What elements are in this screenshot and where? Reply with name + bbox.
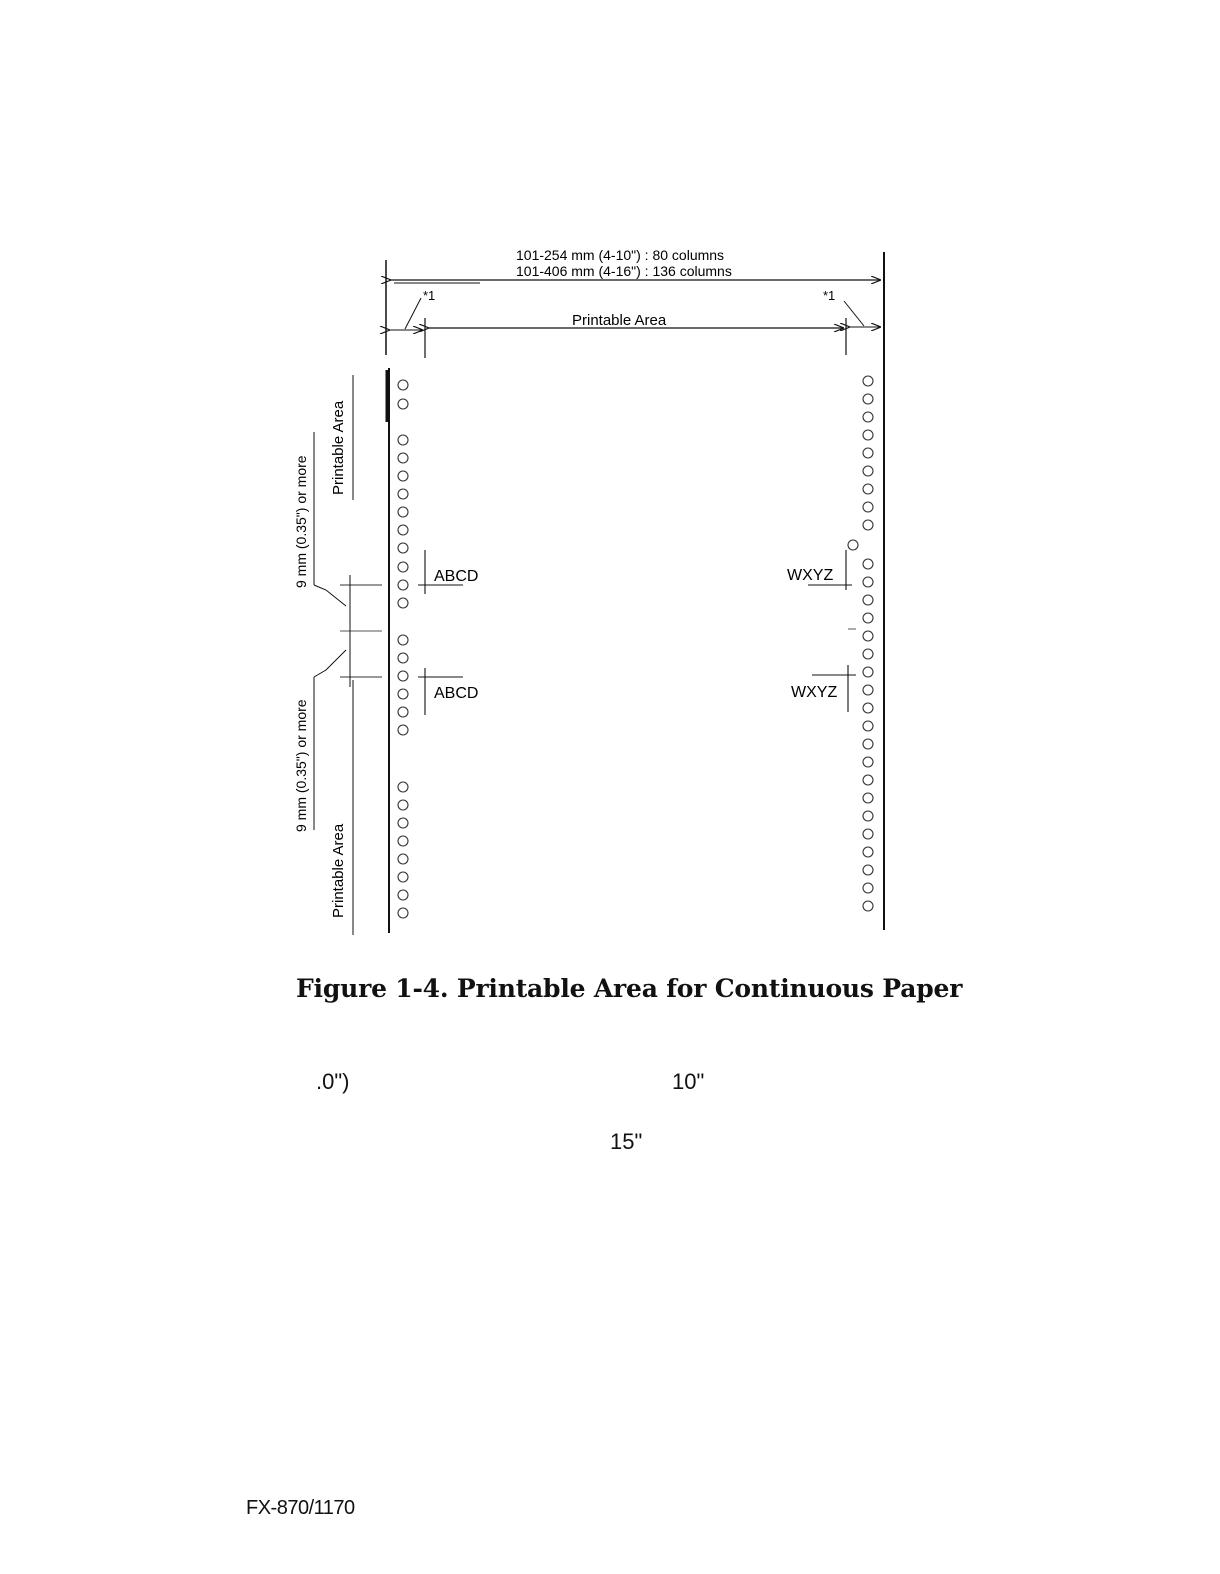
width-label-136-columns: 101-406 mm (4-16") : 136 columns (516, 263, 732, 279)
note-marker-left: *1 (423, 288, 436, 303)
left-label-margin-bottom: 9 mm (0.35") or more (293, 699, 309, 832)
text-fragment-1: .0") (316, 1069, 350, 1094)
sample-text-left-2: ABCD (434, 685, 479, 702)
note-leader-right (844, 301, 864, 326)
printable-area-label: Printable Area (572, 312, 667, 329)
margin-leader-top (314, 585, 346, 606)
width-label-80-columns: 101-254 mm (4-10") : 80 columns (516, 247, 725, 263)
left-label-printable-bottom: Printable Area (330, 823, 347, 918)
left-label-margin-top: 9 mm (0.35") or more (293, 455, 309, 588)
note-marker-right: *1 (823, 288, 836, 303)
sprocket-holes-right (848, 376, 873, 911)
text-fragment-3: 15" (610, 1129, 643, 1154)
footer-model: FX-870/1170 (246, 1497, 355, 1519)
note-leader-left (405, 298, 421, 329)
margin-leader-bottom (314, 650, 346, 677)
sample-text-left-1: ABCD (434, 568, 479, 585)
left-label-printable-top: Printable Area (330, 400, 347, 495)
sprocket-holes-left (398, 380, 408, 918)
figure-caption: Figure 1-4. Printable Area for Continuous Paper (296, 974, 963, 1003)
sample-text-right-2: WXYZ (791, 684, 838, 701)
text-fragment-2: 10" (672, 1069, 705, 1094)
sample-text-right-1: WXYZ (787, 567, 834, 584)
